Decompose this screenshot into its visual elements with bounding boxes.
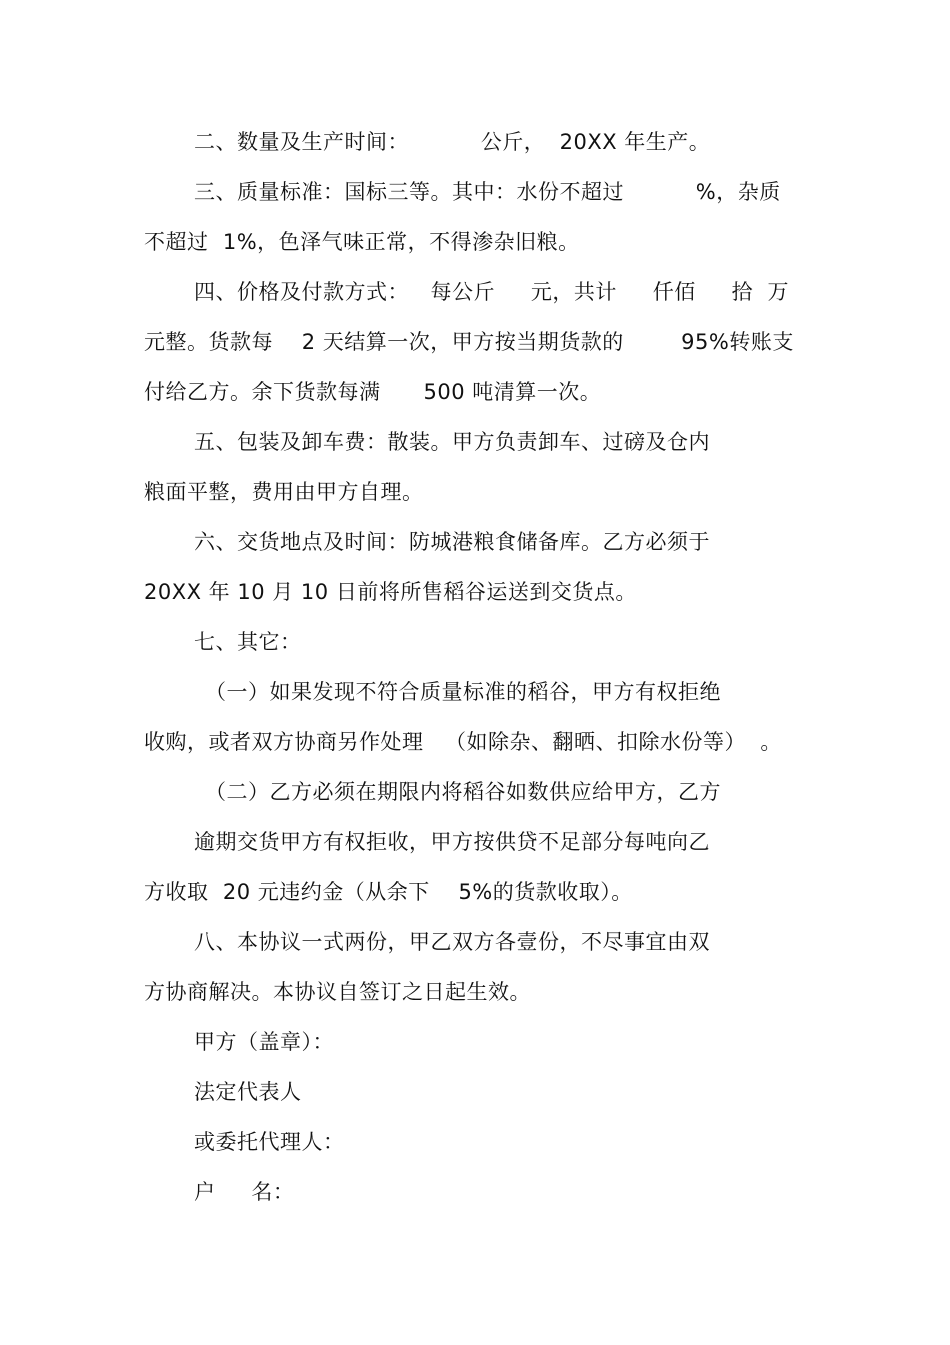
clause-7-1-line-1: （一）如果发现不符合质量标准的稻谷，甲方有权拒绝 — [205, 680, 721, 704]
clause-4-line-1: 四、价格及付款方式： 每公斤 元，共计 仟佰 拾 万 — [194, 280, 790, 304]
account-name: 户 名： — [194, 1180, 295, 1204]
clause-3-line-1: 三、质量标准：国标三等。其中：水份不超过 %，杂质 — [194, 180, 781, 204]
clause-7-heading: 七、其它： — [194, 630, 302, 654]
clause-3-line-2: 不超过 1%，色泽气味正常，不得渗杂旧粮。 — [144, 230, 580, 254]
clause-4-line-3: 付给乙方。余下货款每满 500 吨清算一次。 — [144, 380, 602, 404]
clause-7-2-line-1: （二）乙方必须在期限内将稻谷如数供应给甲方，乙方 — [205, 780, 721, 804]
clause-2-line-1: 二、数量及生产时间： 公斤， 20XX 年生产。 — [194, 130, 711, 154]
clause-4-line-2: 元整。货款每 2 天结算一次，甲方按当期货款的 95%转账支 — [144, 330, 794, 354]
party-a-seal: 甲方（盖章）： — [194, 1030, 334, 1054]
clause-6-line-1: 六、交货地点及时间：防城港粮食储备库。乙方必须于 — [194, 530, 710, 554]
clause-5-line-1: 五、包装及卸车费：散装。甲方负责卸车、过磅及仓内 — [194, 430, 710, 454]
clause-7-2-line-3: 方收取 20 元违约金（从余下 5%的货款收取）。 — [144, 880, 633, 904]
clause-7-2-line-2: 逾期交货甲方有权拒收，甲方按供贷不足部分每吨向乙 — [194, 830, 710, 854]
clause-8-line-2: 方协商解决。本协议自签订之日起生效。 — [144, 980, 531, 1004]
authorized-agent: 或委托代理人： — [194, 1130, 345, 1154]
clause-8-line-1: 八、本协议一式两份，甲乙双方各壹份，不尽事宜由双 — [194, 930, 710, 954]
clause-5-line-2: 粮面平整，费用由甲方自理。 — [144, 480, 424, 504]
legal-representative: 法定代表人 — [194, 1080, 302, 1104]
clause-6-line-2: 20XX 年 10 月 10 日前将所售稻谷运送到交货点。 — [144, 580, 637, 604]
clause-7-1-line-2: 收购，或者双方协商另作处理 （如除杂、翻晒、扣除水份等） 。 — [144, 730, 782, 754]
